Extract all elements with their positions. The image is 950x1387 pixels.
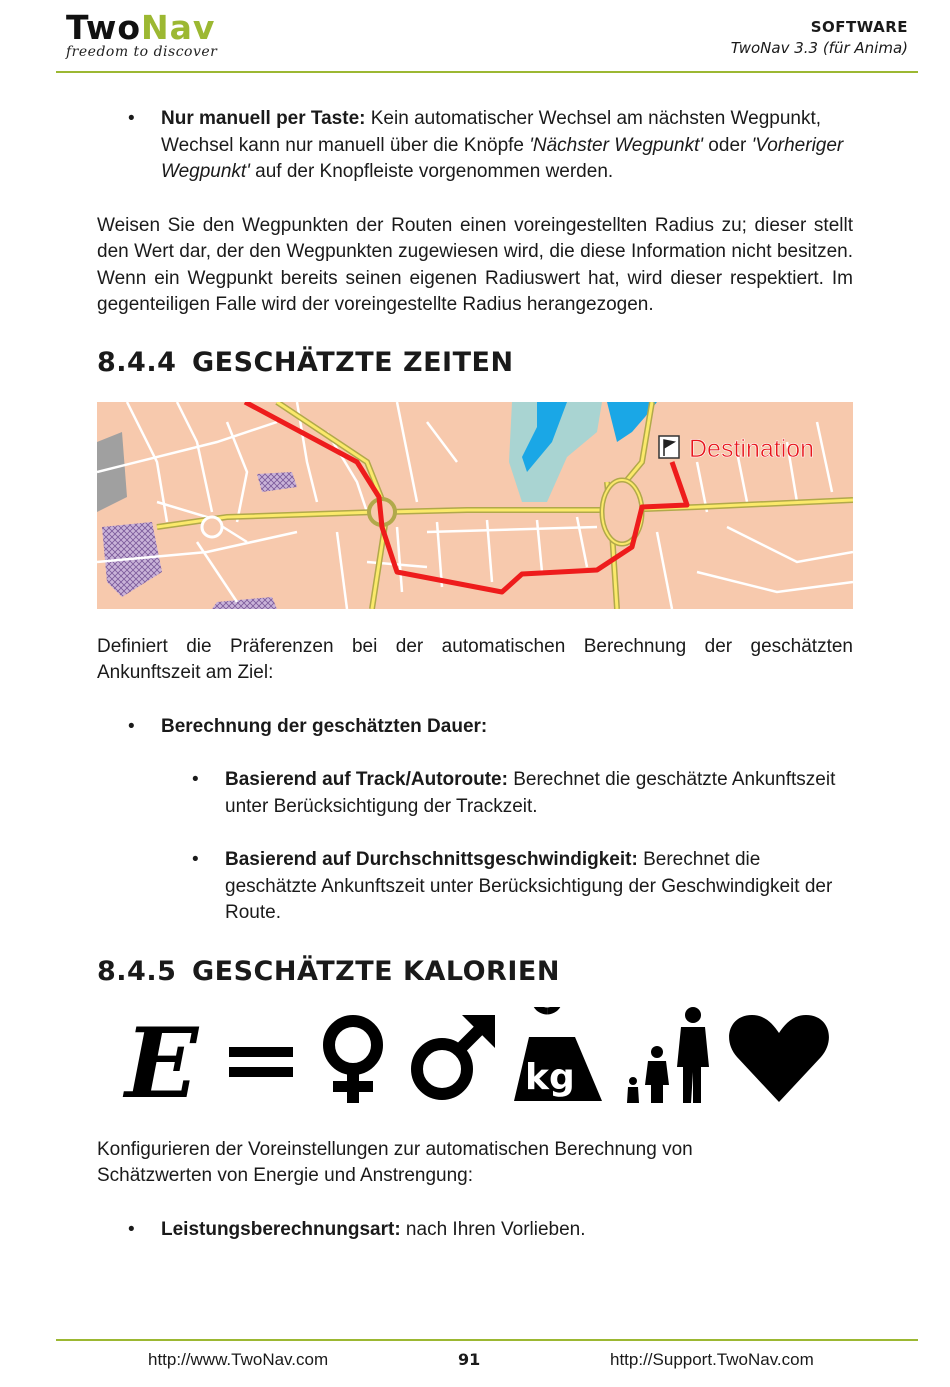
- family-icon: [627, 1007, 709, 1103]
- route-map-image: [97, 402, 853, 609]
- page-content: [97, 106, 853, 1243]
- header-info: [731, 18, 908, 57]
- header-rule: [56, 71, 918, 73]
- bullet-performance: • Leistungsberechnungsart: nach Ihren Vorlieben.: [97, 1217, 853, 1244]
- heading-title: GESCHÄTZTE ZEITEN: [192, 346, 514, 378]
- heading-number: 8.4.5: [97, 955, 177, 987]
- header-product: TwoNav 3.3 (für Anima): [730, 39, 908, 57]
- male-icon: [417, 1015, 495, 1094]
- logo-nav: Nav: [141, 8, 216, 47]
- bullet-duration-label: Berechnung der geschätzten Dauer:: [161, 715, 488, 737]
- destination-flag-icon: [659, 436, 679, 458]
- logo-two: Two: [66, 8, 142, 47]
- twonav-logo: [66, 10, 217, 60]
- radius-paragraph: Weisen Sie den Wegpunkten der Routen einen voreingestellten Radius zu; dieser stellt den Wert dar, der den Wegpunkten zugewiesen wird, die diese Information nicht besitzen. Wenn ein Wegpunkt bereits seinen eigenen Radiuswert hat, wird dieser respektiert. Im gegenteiligen Falle wird der voreingestellte Radius herangezogen.: [97, 214, 853, 315]
- bullet-manual: • Nur manuell per Taste: Kein automatischer Wechsel am nächsten Wegpunkt, Wechsel kann nur manuell über die Knöpfe 'Nächster Wegpunkt' oder 'Vorheriger Wegpunkt' auf der Knopfleiste vorgenommen werden.: [97, 106, 853, 186]
- heart-icon: [729, 1015, 829, 1102]
- calories-intro: Konfigurieren der Voreinstellungen zur automatischen Berechnung von Schätzwerten von Energie und Anstrengung:: [97, 1138, 693, 1186]
- bullet-manual-label: Nur manuell per Taste:: [161, 108, 366, 129]
- times-intro: Definiert die Präferenzen bei der automatischen Berechnung der geschätzten Ankunftszeit am Ziel:: [97, 635, 853, 683]
- footer-rule: [56, 1339, 918, 1341]
- weight-icon: [514, 1007, 602, 1101]
- calories-formula-image: [97, 1007, 853, 1107]
- logo-tagline: freedom to discover: [66, 44, 218, 60]
- equals-icon: [229, 1047, 293, 1077]
- header-section: SOFTWARE: [810, 18, 908, 36]
- energy-symbol: E: [125, 1006, 199, 1107]
- sub-bullet-track: • Basierend auf Track/Autoroute: Berechnet die geschätzte Ankunftszeit unter Berücksichtigung der Trackzeit.: [97, 767, 853, 820]
- sub-bullet-speed: • Basierend auf Durchschnittsgeschwindigkeit: Berechnet die geschätzte Ankunftszeit unter Berücksichtigung der Geschwindigkeit der Route.: [97, 847, 853, 927]
- page-header: [0, 0, 950, 76]
- bullet-duration: [97, 714, 853, 741]
- heading-number: 8.4.4: [97, 346, 177, 378]
- heading-8-4-5: [97, 956, 853, 987]
- female-icon: [329, 1021, 377, 1103]
- bullet-performance-label: Leistungsberechnungsart:: [161, 1218, 401, 1240]
- footer-support-link[interactable]: http://Support.TwoNav.com: [610, 1350, 814, 1369]
- destination-label: Destination: [689, 434, 815, 463]
- heading-title: GESCHÄTZTE KALORIEN: [192, 955, 560, 987]
- page-number: 91: [458, 1350, 481, 1369]
- weight-label: kg: [525, 1056, 575, 1098]
- footer-website-link[interactable]: http://www.TwoNav.com: [148, 1350, 329, 1369]
- heading-8-4-4: [97, 347, 853, 378]
